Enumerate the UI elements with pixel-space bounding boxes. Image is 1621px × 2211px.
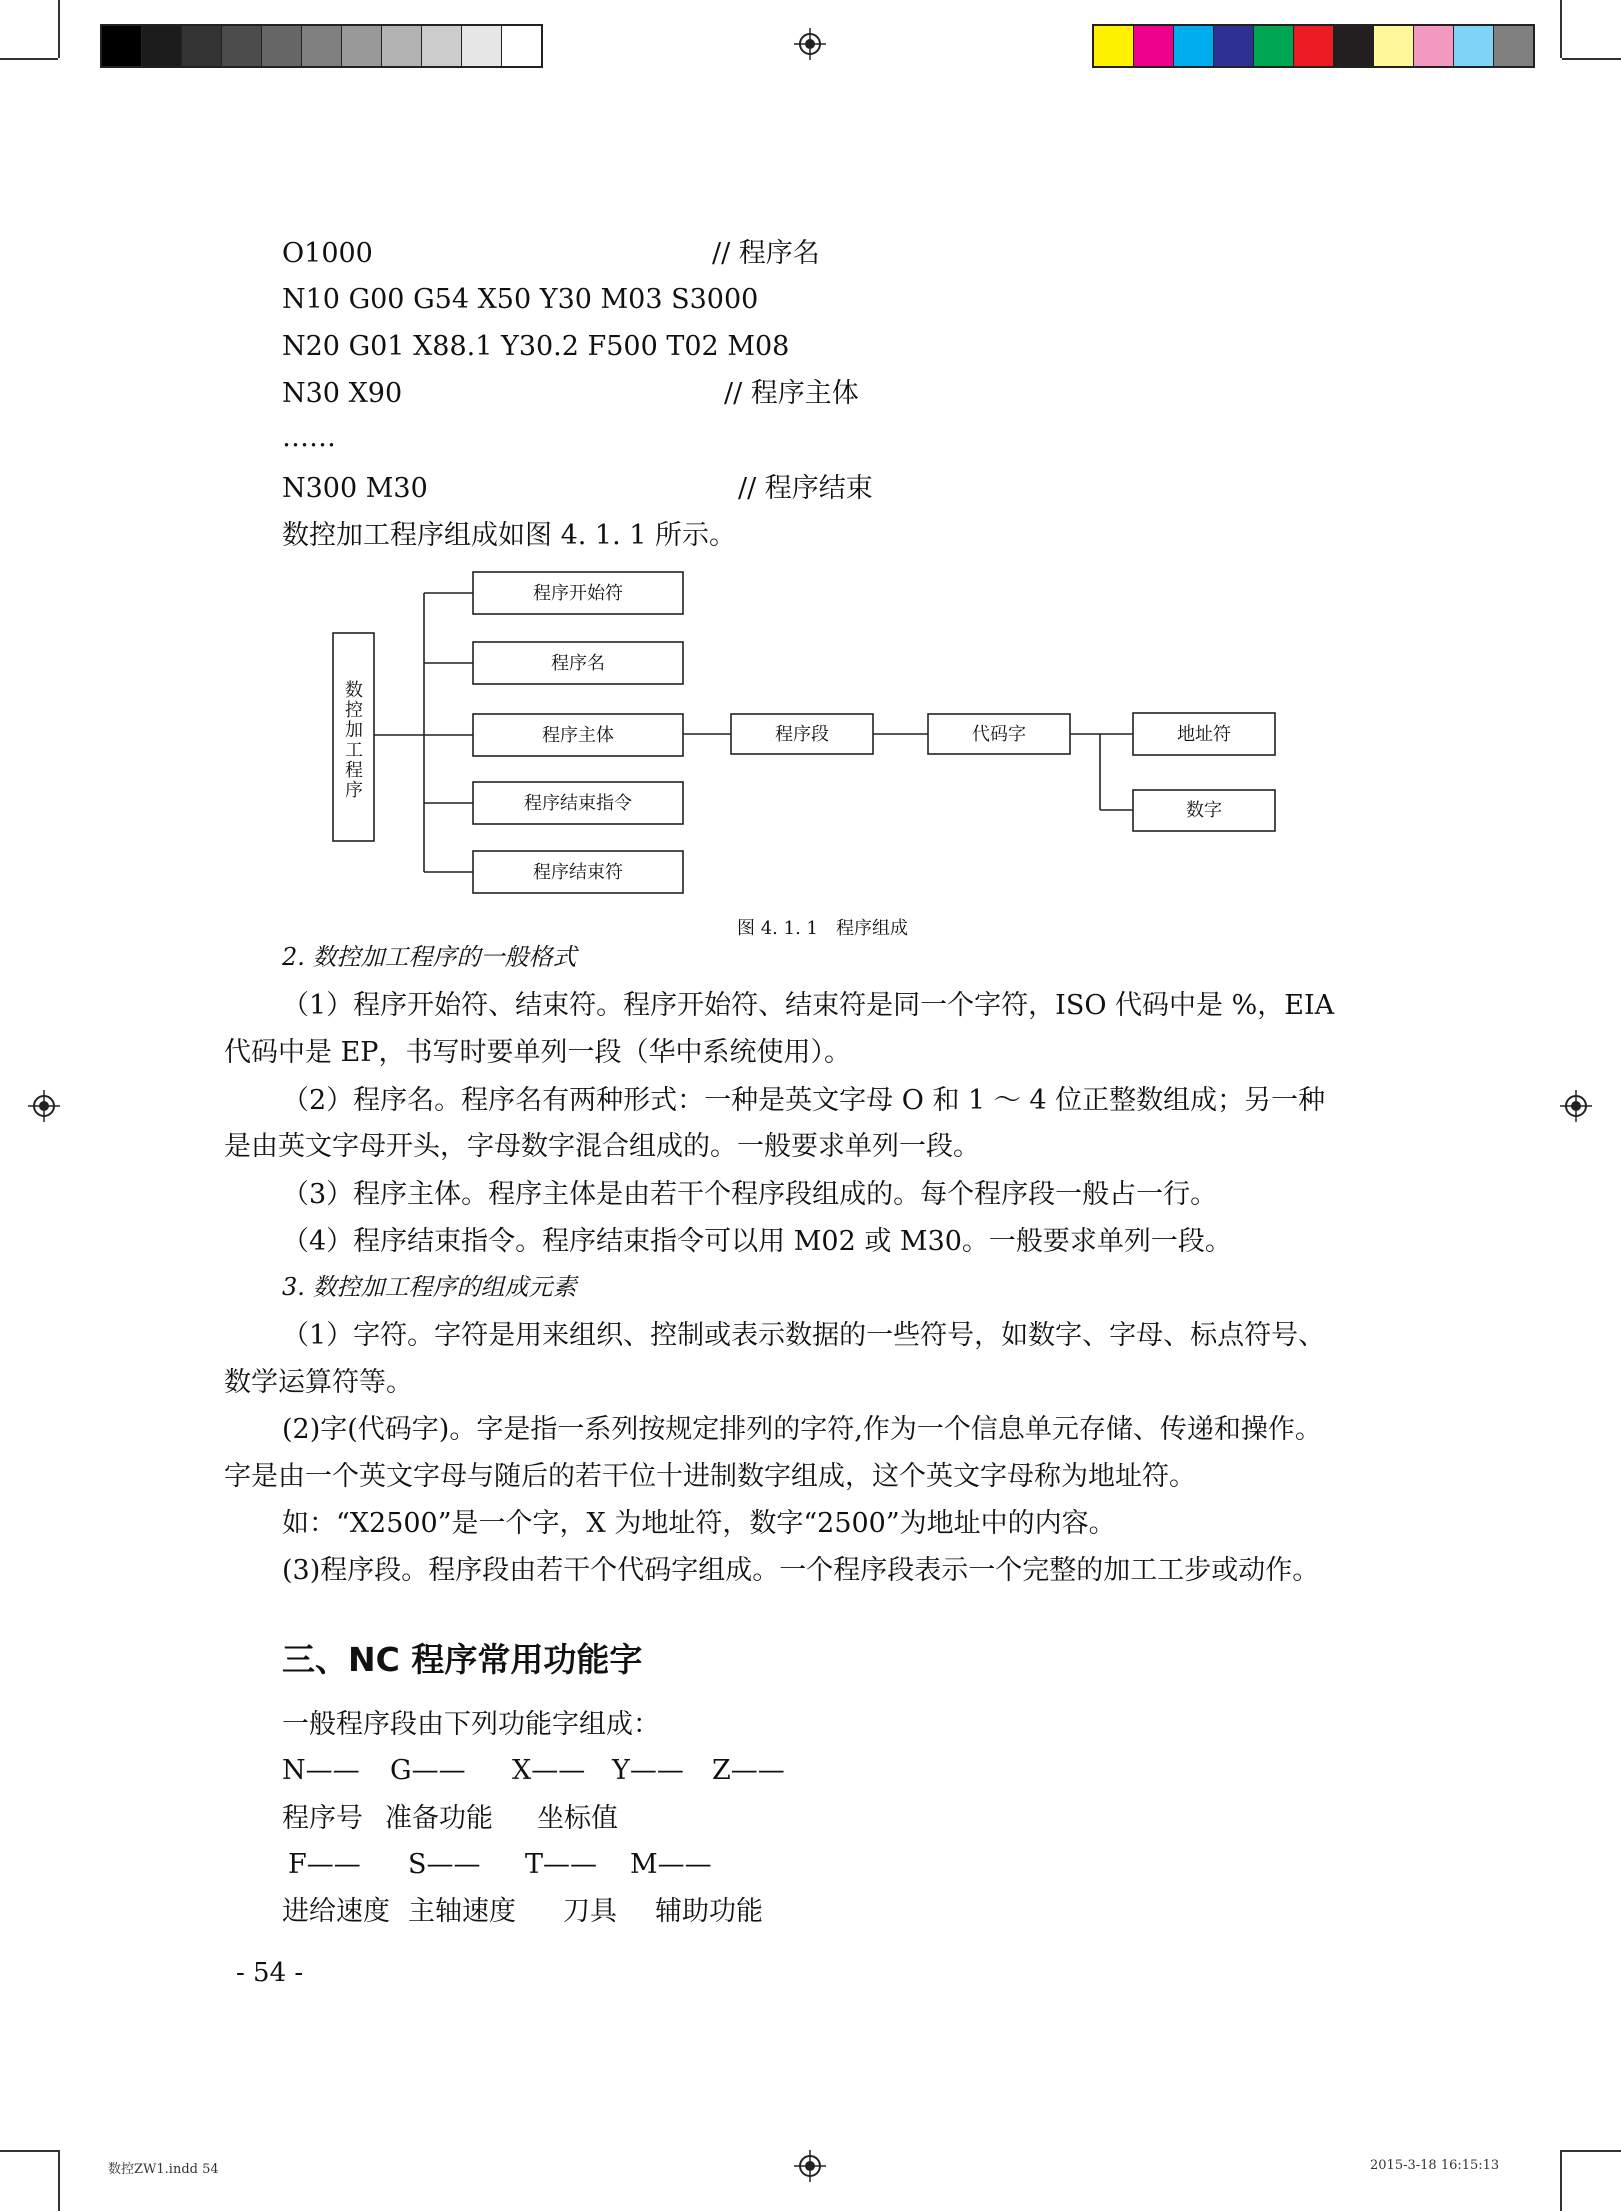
paragraph-line: （4）程序结束指令。程序结束指令可以用 M02 或 M30。一般要求单列一段。 — [282, 1226, 1232, 1257]
function-label: 准备功能 — [385, 1803, 493, 1834]
registration-mark-icon — [1560, 1090, 1592, 1122]
function-word: Y—— — [612, 1755, 684, 1786]
paragraph-line: 字是由一个英文字母与随后的若干位十进制数字组成，这个英文字母称为地址符。 — [224, 1461, 1196, 1492]
code-line: …… — [282, 422, 336, 453]
code-comment: // 程序名 — [712, 238, 820, 269]
color-swatch — [1374, 26, 1414, 66]
child-label: 程序名 — [551, 653, 605, 674]
function-label: 辅助功能 — [655, 1896, 763, 1927]
color-swatch — [1134, 26, 1174, 66]
code-line: N300 M30 — [282, 473, 428, 504]
function-word: M—— — [630, 1849, 712, 1880]
color-swatch — [302, 26, 342, 66]
digit-label: 数字 — [1186, 800, 1222, 821]
function-label: 进给速度 — [282, 1896, 390, 1927]
function-word: X—— — [512, 1755, 586, 1786]
color-swatch — [502, 26, 541, 66]
color-swatch — [1454, 26, 1494, 66]
paragraph-line: （1）程序开始符、结束符。程序开始符、结束符是同一个字符，ISO 代码中是 %，EIA — [282, 990, 1335, 1021]
color-swatch — [1334, 26, 1374, 66]
crop-mark — [0, 58, 58, 60]
function-word: Z—— — [712, 1755, 785, 1786]
child-label: 程序结束指令 — [524, 793, 632, 814]
process-color-bar — [1092, 24, 1535, 68]
segment-label: 程序段 — [775, 724, 829, 745]
child-label: 程序开始符 — [533, 583, 623, 604]
color-swatch — [1254, 26, 1294, 66]
color-swatch — [102, 26, 142, 66]
function-word: G—— — [390, 1755, 466, 1786]
paragraph-line: （1）字符。字符是用来组织、控制或表示数据的一些符号，如数字、字母、标点符号、 — [282, 1320, 1326, 1351]
page-number: - 54 - — [236, 1958, 304, 1988]
color-swatch — [262, 26, 302, 66]
word-label: 代码字 — [972, 724, 1026, 745]
color-swatch — [1294, 26, 1334, 66]
color-swatch — [182, 26, 222, 66]
crop-mark — [1560, 2150, 1562, 2211]
figure-caption: 图 4. 1. 1 程序组成 — [737, 918, 908, 939]
color-swatch — [1174, 26, 1214, 66]
child-label: 程序结束符 — [533, 862, 623, 883]
section-heading: 3. 数控加工程序的组成元素 — [282, 1273, 577, 1301]
section-title: 三、NC 程序常用功能字 — [282, 1640, 643, 1679]
registration-mark-icon — [794, 2150, 826, 2182]
crop-mark — [1562, 58, 1621, 60]
crop-mark — [0, 2150, 58, 2152]
color-swatch — [1414, 26, 1454, 66]
footer-timestamp: 2015-3-18 16:15:13 — [1370, 2158, 1500, 2173]
code-line: N10 G00 G54 X50 Y30 M03 S3000 — [282, 284, 759, 315]
child-label: 程序主体 — [542, 725, 614, 746]
registration-mark-icon — [28, 1090, 60, 1122]
function-label: 刀具 — [563, 1896, 617, 1927]
paragraph-line: （3）程序主体。程序主体是由若干个程序段组成的。每个程序段一般占一行。 — [282, 1179, 1218, 1210]
crop-mark — [58, 0, 60, 58]
paragraph-line: 数学运算符等。 — [224, 1367, 413, 1398]
program-structure-diagram — [0, 560, 1621, 950]
section-heading: 2. 数控加工程序的一般格式 — [282, 943, 577, 971]
function-word: F—— — [288, 1849, 361, 1880]
code-line: N30 X90 — [282, 378, 403, 409]
function-label: 程序号 — [282, 1803, 363, 1834]
crop-mark — [58, 2150, 60, 2211]
function-word: S—— — [408, 1849, 481, 1880]
grayscale-color-bar — [100, 24, 543, 68]
color-swatch — [142, 26, 182, 66]
code-line: O1000 — [282, 238, 373, 269]
color-swatch — [462, 26, 502, 66]
color-swatch — [382, 26, 422, 66]
crop-mark — [1560, 0, 1562, 58]
function-label: 坐标值 — [537, 1803, 618, 1834]
root-char: 数控加工程序 — [345, 680, 363, 801]
color-swatch — [1494, 26, 1533, 66]
code-line: N20 G01 X88.1 Y30.2 F500 T02 M08 — [282, 331, 790, 362]
code-comment: // 程序主体 — [724, 378, 859, 409]
address-label: 地址符 — [1177, 724, 1231, 745]
code-comment: // 程序结束 — [738, 473, 873, 504]
registration-mark-icon — [794, 28, 826, 60]
footer-file-info: 数控ZW1.indd 54 — [108, 2162, 219, 2177]
paragraph-line: 代码中是 EP，书写时要单列一段（华中系统使用）。 — [224, 1037, 851, 1068]
paragraph-line: 是由英文字母开头，字母数字混合组成的。一般要求单列一段。 — [224, 1131, 980, 1162]
color-swatch — [342, 26, 382, 66]
crop-mark — [1562, 2150, 1621, 2152]
paragraph-line: （2）程序名。程序名有两种形式：一种是英文字母 O 和 1 ～ 4 位正整数组成；另一种 — [282, 1085, 1326, 1116]
function-word: T—— — [525, 1849, 598, 1880]
diagram-intro: 数控加工程序组成如图 4. 1. 1 所示。 — [282, 520, 737, 551]
paragraph-line: 一般程序段由下列功能字组成： — [282, 1709, 660, 1740]
color-swatch — [422, 26, 462, 66]
paragraph-line: (2)字(代码字)。字是指一系列按规定排列的字符,作为一个信息单元存储、传递和操作。 — [282, 1414, 1322, 1445]
paragraph-line: 如：“X2500”是一个字，X 为地址符，数字“2500”为地址中的内容。 — [282, 1508, 1116, 1539]
paragraph-line: (3)程序段。程序段由若干个代码字组成。一个程序段表示一个完整的加工工步或动作。 — [282, 1555, 1320, 1586]
function-label: 主轴速度 — [408, 1896, 516, 1927]
color-swatch — [222, 26, 262, 66]
color-swatch — [1214, 26, 1254, 66]
function-word: N—— — [282, 1755, 360, 1786]
color-swatch — [1094, 26, 1134, 66]
